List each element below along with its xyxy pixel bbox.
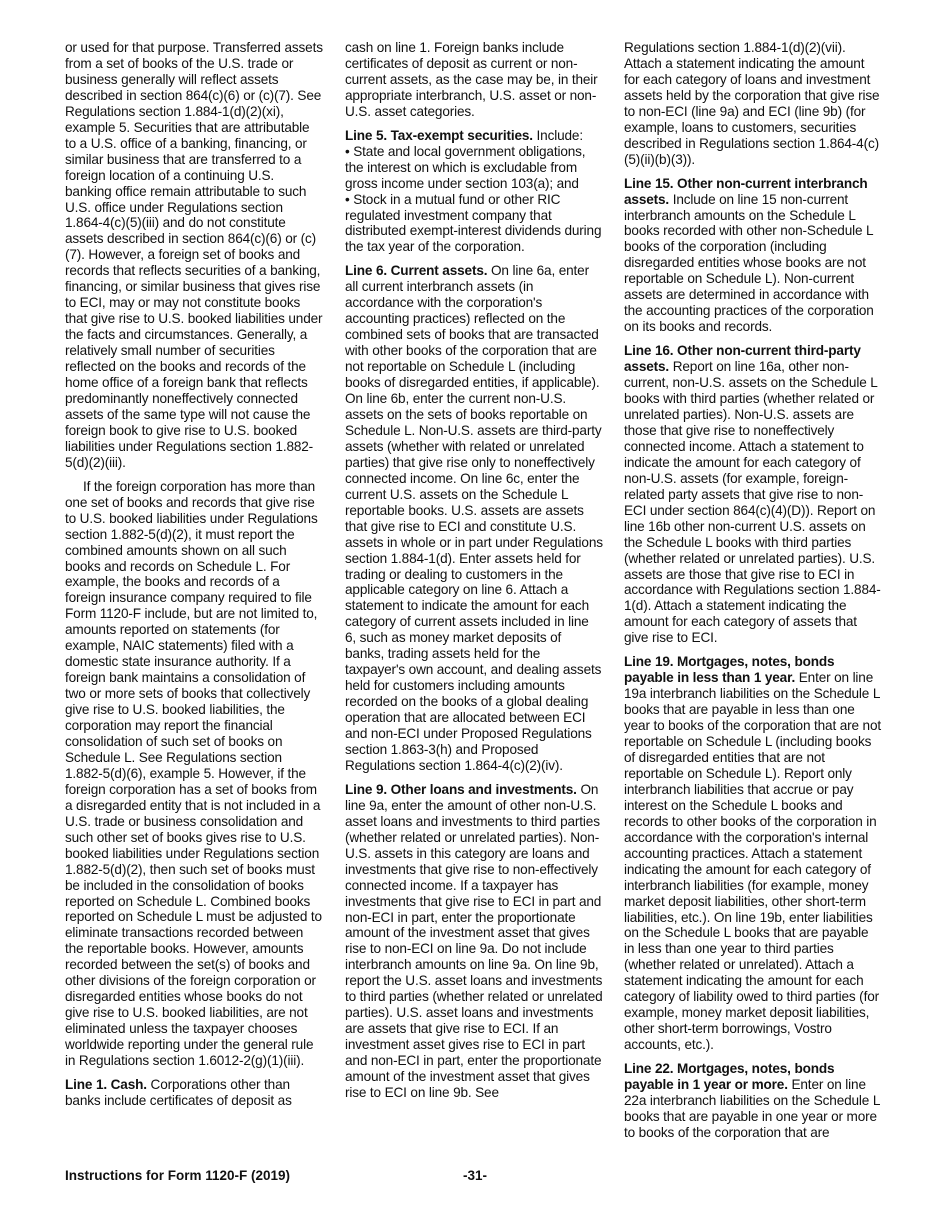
column-left	[65, 40, 323, 1109]
section-line-16	[624, 343, 882, 646]
body-line-16: Report on line 16a, other non-current, non-U.S. assets on the Schedule L books with third parties (whether related or unrelated parties). Non-U.S. assets are those that give rise to noneffectively connected income. Attach a statement to indicate the amount for each category of non-U.S. assets (for example, foreign-related party assets that give rise to non-ECI under section 864(c)(4)(D)). Report on line 16b other non-current U.S. assets on the Schedule L books with third parties (whether related or unrelated parties). U.S. assets are those that give rise to ECI in accordance with Regulations section 1.884-1(d). Attach a statement indicating the amount for each category of assets that give rise to ECI.	[624, 359, 881, 646]
body-line-22: Enter on line 22a interbranch liabilities on the Schedule L books that are payable in one year or more to books of the corporation that are	[624, 1077, 880, 1140]
body-line-9: On line 9a, enter the amount of other non-U.S. asset loans and investments to third parties (whether related or unrelated parties). Non-U.S. assets in this category are loans and investments that give rise to non-effectively connected income. If a taxpayer has investments that give rise to ECI in part and non-ECI in part, enter the proportionate amount of the investment asset that gives rise to non-ECI on line 9a. Do not include interbranch amounts on line 9a. On line 9b, report the U.S. asset loans and investments to third parties (whether related or unrelated parties). U.S. asset loans and investments are assets that give rise to ECI. If an investment asset gives rise to ECI in part and non-ECI in part, enter the proportionate amount of the investment asset that gives rise to ECI on line 9b. See	[345, 781, 603, 1100]
section-line-19	[624, 654, 882, 1053]
heading-line-22: Line 22. Mortgages, notes, bonds payable in 1 year or more.	[624, 1061, 835, 1093]
heading-line-5: Line 5. Tax-exempt securities.	[345, 127, 533, 143]
body-line-5: Include:	[536, 127, 583, 143]
column-middle	[345, 40, 603, 1101]
paragraph-multiple-books: If the foreign corporation has more than one set of books and records that give rise to U.S. booked liabilities under Regulations section 1.882-5(d)(2), it must report the combined amounts shown on all such books and records on Schedule L. For example, the books and records of a foreign insurance company required to file Form 1120-F include, but are not limited to, amounts reported on statements (for example, NAIC statements) filed with a domestic state insurance authority. If a foreign bank maintains a consolidation of two or more sets of books that collectively give rise to U.S. booked liabilities, the corporation may report the financial consolidation of such set of books on Schedule L. See Regulations section 1.882-5(d)(6), example 5. However, if the foreign corporation has a set of books from a disregarded entity that is not included in a U.S. trade or business consolidation and such other set of books gives rise to U.S. booked liabilities under Regulations section 1.882-5(d)(2), then such set of books must be included in the consolidation of books reported on Schedule L. Combined books reported on Schedule L must be adjusted to eliminate transactions recorded between the reportable books. However, amounts recorded between the set(s) of books and other divisions of the foreign corporation or disregarded entities whose books do not give rise to U.S. booked liabilities, are not eliminated unless the taxpayer chooses worldwide reporting under the general rule in Regulations section 1.6012-2(g)(1)(iii).	[65, 478, 322, 1069]
body-line-6: On line 6a, enter all current interbranch assets (in accordance with the corporation's accounting practices) reflected on the combined sets of books that are transacted with other books of the corporation that are not reportable on Schedule L (including books of disregarded entities, if applicable). On line 6b, enter the current non-U.S. assets on the sets of books reportable on Schedule L. Non-U.S. assets are third-party assets (whether with related or unrelated parties) that give rise only to noneffectively connected income. On line 6c, enter the current U.S. assets on the Schedule L reportable books. U.S. assets are assets that give rise to ECI and constitute U.S. assets in whole or in part under Regulations section 1.884-1(d). Enter assets held for trading or dealing to customers in the applicable category on line 6. Attach a statement to indicate the amount for each category of current assets included in line 6, such as money market deposits of banks, trading assets held for the taxpayer's own account, and dealing assets held for customers including amounts recorded on the books of a global dealing operation that are allocated between ECI and non-ECI under Proposed Regulations section 1.863-3(h) and Proposed Regulations section 1.864-4(c)(2)(iv).	[345, 263, 603, 773]
paragraph-cash-continued: cash on line 1. Foreign banks include certificates of deposit as current or non-current assets, as the case may be, in their appropriate interbranch, U.S. asset or non-U.S. asset categories.	[345, 40, 598, 119]
section-line-22	[624, 1061, 882, 1141]
heading-line-19: Line 19. Mortgages, notes, bonds payable in less than 1 year.	[624, 654, 835, 686]
section-line-5	[345, 128, 603, 144]
bullet-state-local-obligations: • State and local government obligations, the interest on which is excludable from gross income under section 103(a); and	[345, 143, 586, 191]
footer-form-title: Instructions for Form 1120-F (2019)	[65, 1168, 291, 1183]
bullet-mutual-fund-stock: • Stock in a mutual fund or other RIC regulated investment company that distributed exempt-interest dividends during the tax year of the corporation.	[345, 191, 602, 255]
section-line-6	[345, 263, 603, 774]
section-line-9	[345, 782, 603, 1101]
body-line-1: Corporations other than banks include certificates of deposit as	[65, 1077, 292, 1108]
body-line-15: Include on line 15 non-current interbranch amounts on the Schedule L books recorded with other non-Schedule L books of the corporation (including disregarded entities whose books are not reportable on Schedule L). Non-current assets are determined in accordance with the accounting practices of the corporation on its books and records.	[624, 191, 874, 335]
column-right	[624, 40, 882, 1141]
body-line-19: Enter on line 19a interbranch liabilities on the Schedule L books that are payable in less than one year to books of the corporation that are not reportable on Schedule L (including books of disregarded entities that are not reportable on Schedule L). Report only interbranch liabilities that accrue or pay interest on the Schedule L books and records to other books of the corporation in accordance with the corporation's internal accounting practices. Attach a statement indicating the amount for each category of interbranch liabilities (for example, money market deposit liabilities, other short-term liabilities, etc.). On line 19b, enter liabilities on the Schedule L books that are payable in less than one year to third parties (whether related or unrelated). Attach a statement indicating the amount for each category of liability owed to third parties (for example, money market deposit liabilities, other short-term borrowings, Vostro accounts, etc.).	[624, 670, 881, 1053]
heading-line-16: Line 16. Other non-current third-party assets.	[624, 343, 861, 375]
paragraph-loans-continued: Regulations section 1.884-1(d)(2)(vii). Attach a statement indicating the amount for each category of loans and investment assets held by the corporation that give rise to non-ECI (line 9a) and ECI (line 9b) (for example, loans to customers, securities described in Regulations section 1.864-4(c)(5)(ii)(b)(3)).	[624, 40, 880, 167]
heading-line-15: Line 15. Other non-current interbranch assets.	[624, 175, 868, 207]
footer-page-number: -31-	[463, 1168, 488, 1183]
heading-line-1: Line 1. Cash.	[65, 1077, 147, 1092]
paragraph-transferred-assets: or used for that purpose. Transferred assets from a set of books of the U.S. trade or business generally will reflect assets described in section 864(c)(6) or (c)(7). See Regulations section 1.884-1(d)(2)(xi), example 5. Securities that are attributable to a U.S. office of a banking, financing, or similar business that are transferred to a foreign location of a continuing U.S. banking office remain attributable to such U.S. office under Regulations section 1.864-4(c)(5)(iii) and do not constitute assets described in section 864(c)(6) or (c)(7). However, a foreign set of books and records that reflects securities of a banking, financing, or similar business that gives rise to ECI, may or may not constitute books that give rise to U.S. booked liabilities under the facts and circumstances. Generally, a relatively small number of securities reflected on the books and records of the home office of a foreign bank that reflects predominantly noneffectively connected assets of the same type will not cause the foreign book to give rise to U.S. booked liabilities under Regulations section 1.882-5(d)(2)(iii).	[65, 40, 323, 470]
heading-line-9: Line 9. Other loans and investments.	[345, 781, 577, 797]
section-line-15	[624, 176, 882, 336]
heading-line-6: Line 6. Current assets.	[345, 263, 488, 279]
section-line-1-cash	[65, 1077, 323, 1109]
